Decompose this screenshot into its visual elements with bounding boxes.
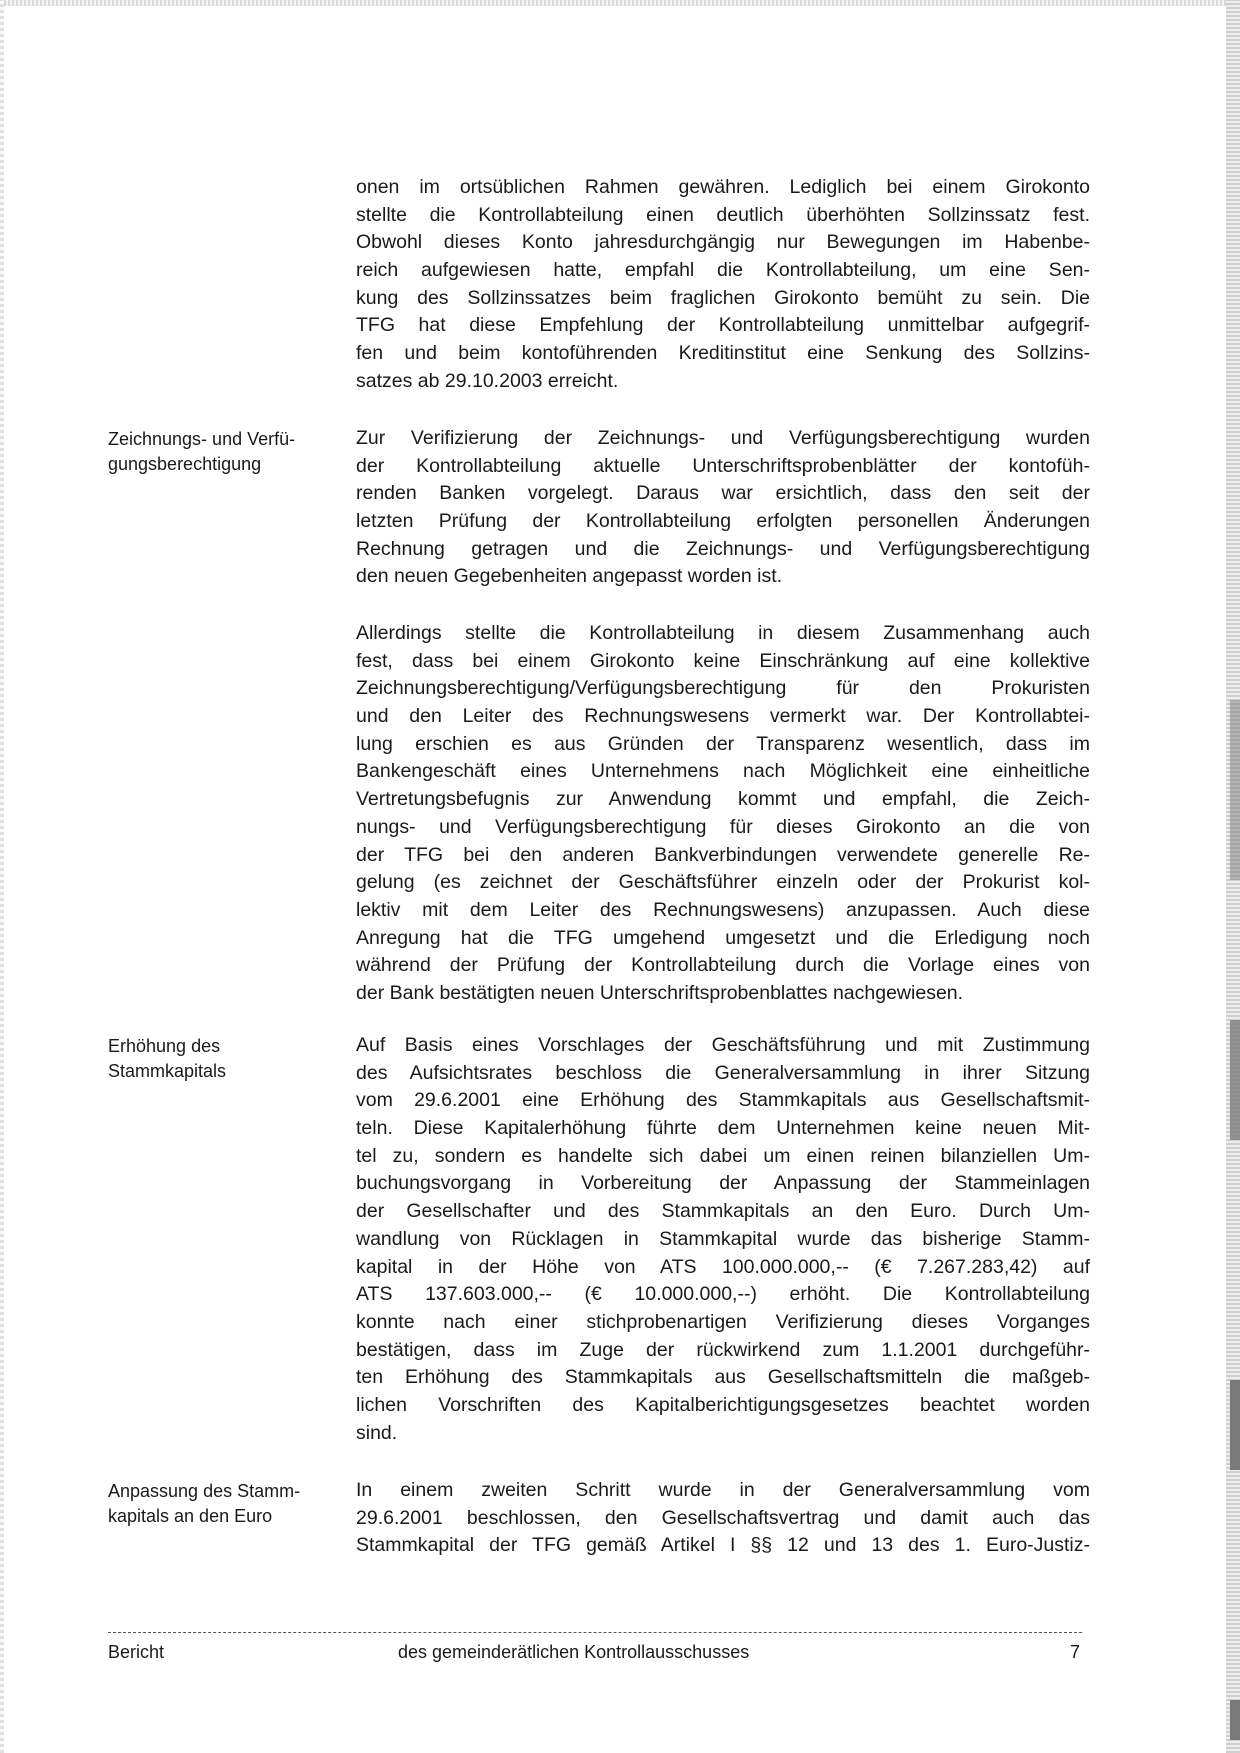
paragraph	[356, 425, 1090, 591]
paragraph-line: fest, dass bei einem Girokonto keine Einschränkung auf eine kollektive	[356, 649, 1090, 672]
page-number: 7	[1070, 1642, 1081, 1662]
paragraph-line: Zur Verifizierung der Zeichnungs- und Verfügungsberechtigung wurden	[356, 427, 1090, 449]
margin-heading-line: Erhöhung des	[108, 1036, 221, 1056]
paragraph-line: In einem zweiten Schritt wurde in der Generalversammlung vom	[356, 1479, 1090, 1501]
paragraph-line: und den Leiter des Rechnungswesens vermerkt war. Der Kontrollabtei-	[356, 705, 1090, 728]
scan-edge-top	[0, 0, 1240, 6]
paragraph-line: fen und beim kontoführenden Kreditinstitut eine Senkung des Sollzins-	[356, 342, 1090, 365]
paragraph-line: vom 29.6.2001 eine Erhöhung des Stammkapitals aus Gesellschaftsmit-	[356, 1089, 1090, 1112]
paragraph-line: buchungsvorgang in Vorbereitung der Anpassung der Stammeinlagen	[356, 1172, 1090, 1195]
paragraph-line: kapital in der Höhe von ATS 100.000.000,-- (€ 7.267.283,42) auf	[356, 1255, 1090, 1278]
paragraph-line: 29.6.2001 beschlossen, den Gesellschaftsvertrag und damit auch das	[356, 1506, 1090, 1529]
paragraph-line: lektiv mit dem Leiter des Rechnungswesens) anzupassen. Auch diese	[356, 898, 1090, 921]
footer-divider	[108, 1632, 1082, 1633]
paragraph-line: der Kontrollabteilung aktuelle Unterschriftsprobenblätter der kontofüh-	[356, 454, 1090, 477]
paragraph-line: onen im ortsüblichen Rahmen gewähren. Lediglich bei einem Girokonto	[356, 176, 1090, 198]
margin-heading	[108, 1034, 333, 1084]
paragraph-line: lung erschien es aus Gründen der Transparenz wesentlich, dass im	[356, 732, 1090, 755]
paragraph-line: Rechnung getragen und die Zeichnungs- und Verfügungsberechtigung	[356, 537, 1090, 560]
paragraph-line: sind.	[356, 1421, 398, 1444]
paragraph-line: Anregung hat die TFG umgehend umgesetzt und die Erledigung noch	[356, 926, 1090, 949]
paragraph-line: wandlung von Rücklagen in Stammkapital wurde das bisherige Stamm-	[356, 1227, 1090, 1250]
paragraph-line: Obwohl dieses Konto jahresdurchgängig nur Bewegungen im Habenbe-	[356, 231, 1090, 254]
paragraph-line: den neuen Gegebenheiten angepasst worden ist.	[356, 565, 783, 588]
paragraph-line: der TFG bei den anderen Bankverbindungen verwendete generelle Re-	[356, 843, 1090, 866]
paragraph-line: Bankengeschäft eines Unternehmens nach Möglichkeit eine einheitliche	[356, 760, 1090, 783]
paragraph-line: der Gesellschafter und des Stammkapitals an den Euro. Durch Um-	[356, 1200, 1090, 1223]
margin-heading	[108, 1479, 333, 1529]
paragraph-line: Vertretungsbefugnis zur Anwendung kommt und empfahl, die Zeich-	[356, 788, 1090, 811]
paragraph-line: satzes ab 29.10.2003 erreicht.	[356, 369, 619, 392]
paragraph-line: Auf Basis eines Vorschlages der Geschäftsführung und mit Zustimmung	[356, 1034, 1090, 1056]
paragraph-line: bestätigen, dass im Zuge der rückwirkend zum 1.1.2001 durchgeführ-	[356, 1338, 1090, 1361]
paragraph-line: des Aufsichtsrates beschloss die Generalversammlung in ihrer Sitzung	[356, 1061, 1090, 1084]
paragraph	[356, 620, 1090, 1008]
paragraph-line: lichen Vorschriften des Kapitalberichtigungsgesetzes beachtet worden	[356, 1393, 1090, 1416]
paragraph-line: Allerdings stellte die Kontrollabteilung in diesem Zusammenhang auch	[356, 622, 1090, 644]
scan-edge-right	[1226, 0, 1240, 1753]
margin-heading-line: Stammkapitals	[108, 1061, 227, 1081]
paragraph-line: Stammkapital der TFG gemäß Artikel I §§ 12 und 13 des 1. Euro-Justiz-	[356, 1534, 1090, 1557]
paragraph-line: tel zu, sondern es handelte sich dabei um einen reinen bilanziellen Um-	[356, 1144, 1090, 1167]
paragraph-line: ten Erhöhung des Stammkapitals aus Gesellschaftsmitteln die maßgeb-	[356, 1366, 1090, 1389]
footer-title: des gemeinderätlichen Kontrollausschusses	[398, 1642, 750, 1662]
paragraph-line: TFG hat diese Empfehlung der Kontrollabteilung unmittelbar aufgegrif-	[356, 314, 1090, 337]
margin-heading-line: gungsberechtigung	[108, 454, 262, 474]
paragraph	[356, 1477, 1090, 1560]
margin-heading-line: kapitals an den Euro	[108, 1506, 273, 1526]
paragraph-line: der Bank bestätigten neuen Unterschriftsprobenblattes nachgewiesen.	[356, 981, 964, 1004]
paragraph-line: kung des Sollzinssatzes beim fraglichen Girokonto bemüht zu sein. Die	[356, 286, 1090, 309]
paragraph-line: reich aufgewiesen hatte, empfahl die Kontrollabteilung, um eine Sen-	[356, 259, 1090, 282]
scan-edge-left	[0, 0, 4, 1753]
paragraph-line: renden Banken vorgelegt. Daraus war ersichtlich, dass den seit der	[356, 482, 1090, 505]
paragraph-line: gelung (es zeichnet der Geschäftsführer einzeln oder der Prokurist kol-	[356, 871, 1090, 894]
paragraph-line: während der Prüfung der Kontrollabteilung durch die Vorlage eines von	[356, 954, 1090, 977]
margin-heading-line: Zeichnungs- und Verfü-	[108, 429, 296, 449]
paragraph-line: ATS 137.603.000,-- (€ 10.000.000,--) erhöht. Die Kontrollabteilung	[356, 1283, 1090, 1306]
paragraph	[356, 174, 1090, 396]
paragraph-line: stellte die Kontrollabteilung einen deutlich überhöhten Sollzinssatz fest.	[356, 203, 1090, 226]
paragraph-line: konnte nach einer stichprobenartigen Verifizierung dieses Vorganges	[356, 1310, 1090, 1333]
paragraph-line: letzten Prüfung der Kontrollabteilung erfolgten personellen Änderungen	[356, 510, 1090, 533]
paragraph-line: Zeichnungsberechtigung/Verfügungsberechtigung für den Prokuristen	[356, 677, 1090, 700]
footer-left: Bericht	[108, 1642, 165, 1662]
margin-heading-line: Anpassung des Stamm-	[108, 1481, 301, 1501]
paragraph-line: teln. Diese Kapitalerhöhung führte dem Unternehmen keine neuen Mit-	[356, 1117, 1090, 1140]
paragraph-line: nungs- und Verfügungsberechtigung für dieses Girokonto an die von	[356, 815, 1090, 838]
paragraph	[356, 1032, 1090, 1447]
margin-heading	[108, 427, 333, 477]
